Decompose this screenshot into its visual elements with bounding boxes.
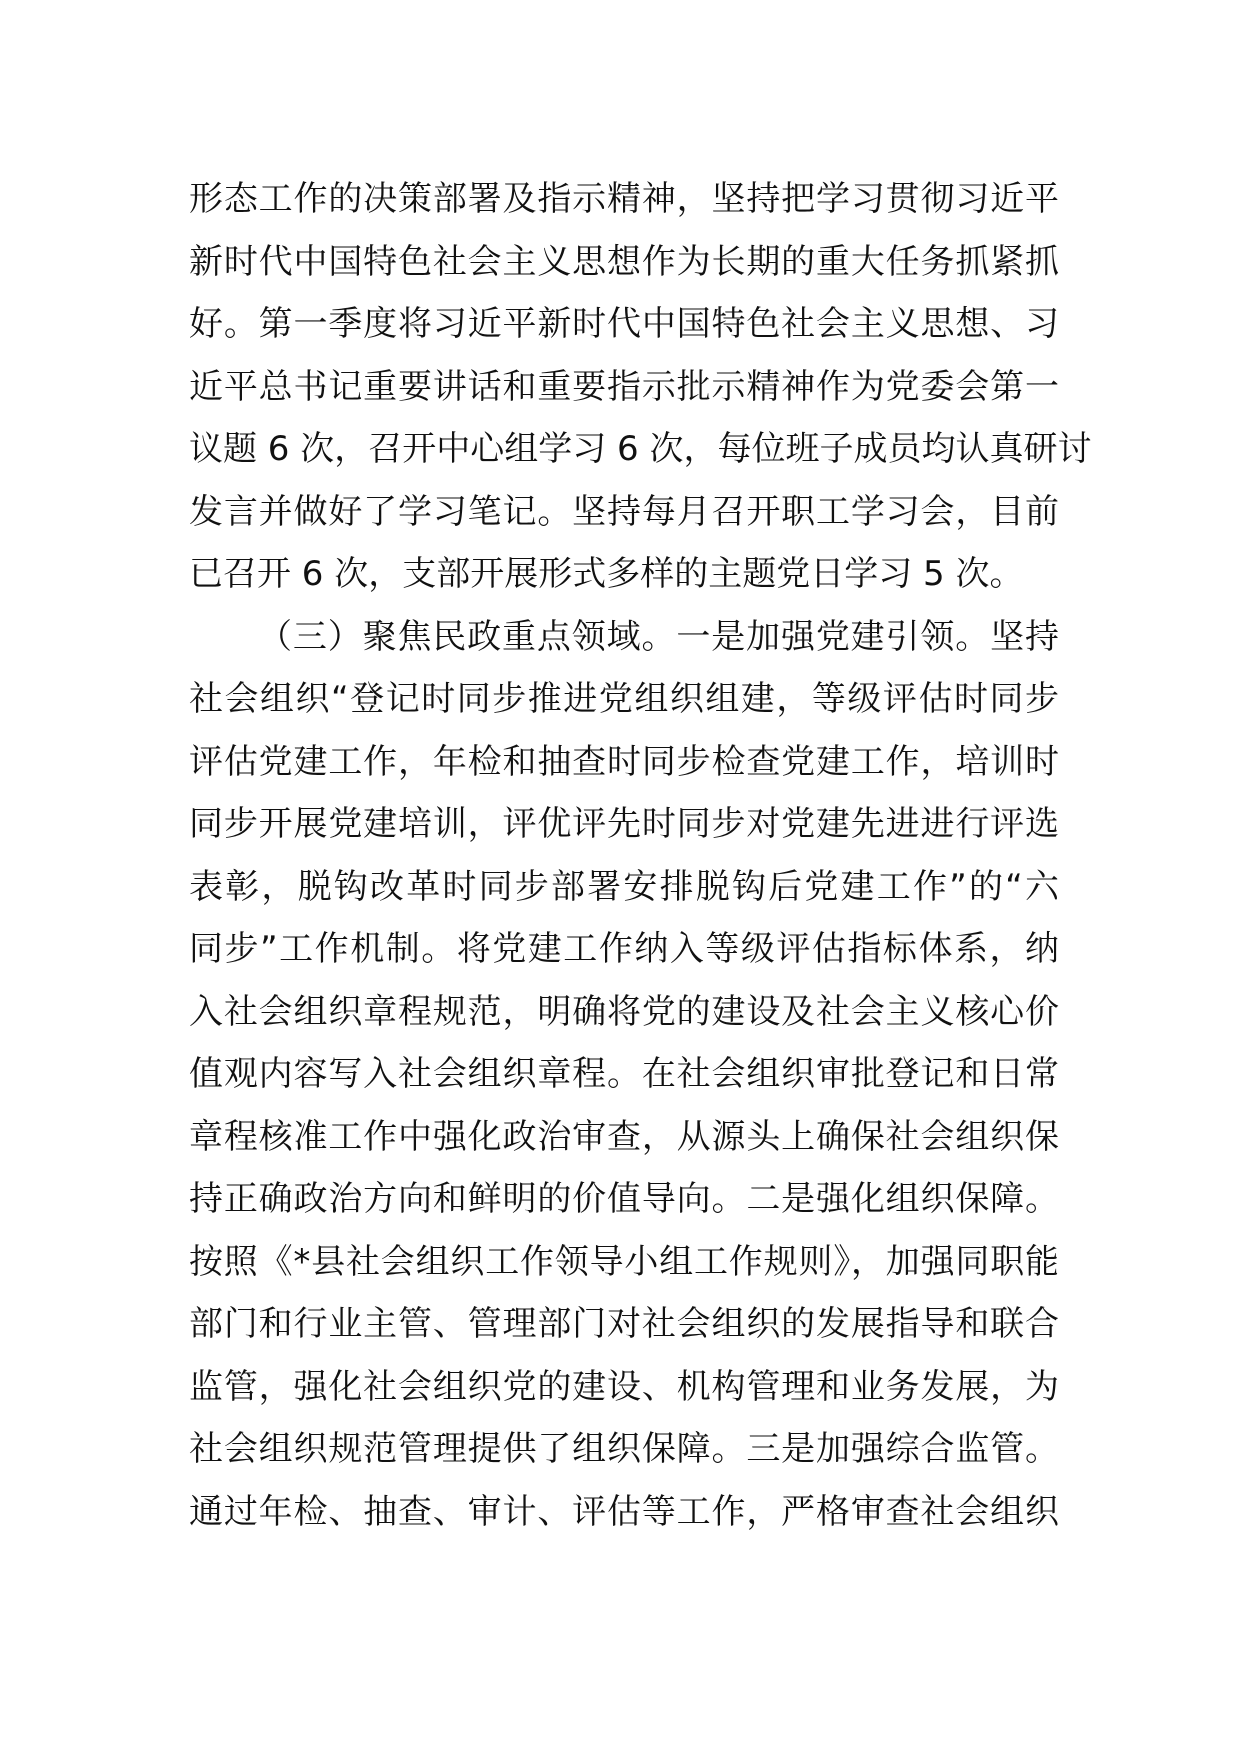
text-line: 新时代中国特色社会主义思想作为长期的重大任务抓紧抓 — [189, 241, 1059, 282]
text-line: 部门和行业主管、管理部门对社会组织的发展指导和联合 — [189, 1304, 1059, 1344]
text-line: 好。第一季度将习近平新时代中国特色社会主义思想、习 — [189, 304, 1059, 344]
text-line: 值观内容写入社会组织章程。在社会组织审批登记和日常 — [189, 1054, 1059, 1094]
text-line: 持正确政治方向和鲜明的价值导向。二是强化组织保障。 — [189, 1179, 1059, 1219]
text-line: 同步开展党建培训，评优评先时同步对党建先进进行评选 — [189, 804, 1059, 844]
text-line: 近平总书记重要讲话和重要指示批示精神作为党委会第一 — [189, 366, 1059, 407]
text-line: 社会组织“登记时同步推进党组织组建，等级评估时同步 — [189, 679, 1059, 719]
text-line: 通过年检、抽查、审计、评估等工作，严格审查社会组织 — [189, 1491, 1059, 1532]
text-line: 发言并做好了学习笔记。坚持每月召开职工学习会，目前 — [189, 491, 1059, 532]
text-line: 议题 6 次，召开中心组学习 6 次，每位班子成员均认真研讨 — [189, 429, 1092, 469]
text-line: 按照《*县社会组织工作领导小组工作规则》，加强同职能 — [189, 1241, 1059, 1282]
body-text — [189, 168, 1092, 1543]
text-line: 同步”工作机制。将党建工作纳入等级评估指标体系，纳 — [189, 929, 1059, 969]
text-line: 表彰，脱钩改革时同步部署安排脱钩后党建工作”的“六 — [189, 866, 1059, 907]
text-line: 形态工作的决策部署及指示精神，坚持把学习贯彻习近平 — [189, 179, 1059, 219]
text-line: 监管，强化社会组织党的建设、机构管理和业务发展，为 — [189, 1366, 1059, 1407]
text-line: 章程核准工作中强化政治审查，从源头上确保社会组织保 — [189, 1116, 1059, 1157]
paragraph-first-line: （三）聚焦民政重点领域。一是加强党建引领。坚持 — [258, 616, 1059, 657]
paragraph-last-line: 已召开 6 次，支部开展形式多样的主题党日学习 5 次。 — [189, 554, 1024, 594]
text-line: 评估党建工作，年检和抽查时同步检查党建工作，培训时 — [189, 741, 1059, 782]
text-line: 社会组织规范管理提供了组织保障。三是加强综合监管。 — [189, 1429, 1059, 1469]
text-line: 入社会组织章程规范，明确将党的建设及社会主义核心价 — [189, 991, 1059, 1032]
